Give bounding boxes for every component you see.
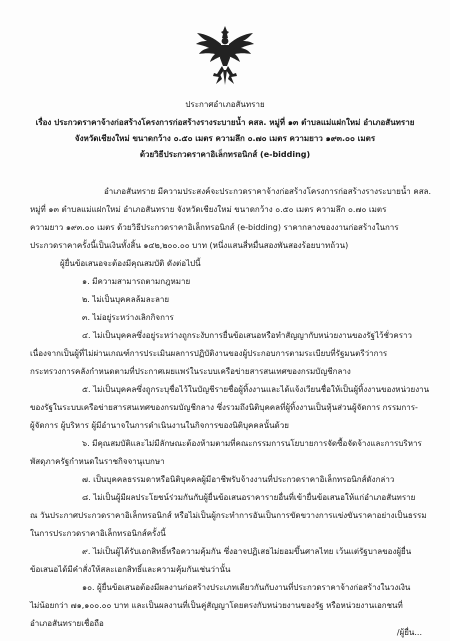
intro-line-3: ความยาว ๑๙๓.๐๐ เมตร ด้วยวิธีประกวดราคาอิเล็กทรอนิกส์ (e-bidding) ราคากลางของงานก่อสร้างในการ xyxy=(30,223,399,232)
criteria-item-cont: ณ วันประกาศประกวดราคาอิเล็กทรอนิกส์ หรือไม่เป็นผู้กระทำการอันเป็นการขัดขวางการแข่งขันราคาอย่างเป็นธรรม xyxy=(30,511,427,520)
criteria-item-cont: ผู้จัดการ ผู้บริหาร ผู้มีอำนาจในการดำเนินงานในกิจการของนิติบุคคลนั้นด้วย xyxy=(30,421,289,430)
criteria-item: ๕. ไม่เป็นบุคคลซึ่งถูกระบุชื่อไว้ในบัญชีรายชื่อผู้ทิ้งงานและได้แจ้งเวียนชื่อให้เป็นผู้ทิ้งงานของหน่วยงาน xyxy=(82,385,430,394)
criteria-item: ๑. มีความสามารถตามกฎหมาย xyxy=(82,277,191,286)
criteria-item: ๓. ไม่อยู่ระหว่างเลิกกิจการ xyxy=(82,313,174,322)
criteria-item: ๑๐. ผู้ยื่นข้อเสนอต้องมีผลงานก่อสร้างประเภทเดียวกันกับงานที่ประกวดราคาจ้างก่อสร้างในวงเงิน xyxy=(82,583,411,592)
continuation-marker: /ผู้ยื่น... xyxy=(396,628,422,637)
subject-line-3: ด้วยวิธีประกวดราคาอิเล็กทรอนิกส์ (e-bidding) xyxy=(139,150,311,159)
criteria-item-cont: ในการประกวดราคาอิเล็กทรอนิกส์ครั้งนี้ xyxy=(30,529,166,538)
issuer-title: ประกาศอำเภอสันทราย xyxy=(185,100,265,109)
criteria-item: ๖. มีคุณสมบัติและไม่มีลักษณะต้องห้ามตามที่คณะกรรมการนโยบายการจัดซื้อจัดจ้างและการบริหาร xyxy=(82,439,422,448)
criteria-item-cont: ไม่น้อยกว่า ๗๑,๑๐๐.๐๐ บาท และเป็นผลงานที่เป็นคู่สัญญาโดยตรงกับหน่วยงานของรัฐ หรือหน่วยงานเอกชนที่ xyxy=(30,601,403,610)
criteria-item-cont: กระทรวงการคลังกำหนดตามที่ประกาศเผยแพร่ในระบบเครือข่ายสารสนเทศของกรมบัญชีกลาง xyxy=(30,367,351,376)
criteria-item-cont: ข้อเสนอได้มีคำสั่งให้สละเอกสิทธิ์และความคุ้มกันเช่นว่านั้น xyxy=(30,565,231,574)
subject-line-2: จังหวัดเชียงใหม่ ขนาดกว้าง ๐.๕๐ เมตร ความลึก ๐.๗๐ เมตร ความยาว ๑๙๓.๐๐ เมตร xyxy=(74,134,376,143)
criteria-item: ๗. เป็นบุคคลธรรมดาหรือนิติบุคคลผู้มีอาชีพรับจ้างงานที่ประกวดราคาอิเล็กทรอนิกส์ดังกล่าว xyxy=(82,475,395,484)
intro-line-4: ประกวดราคาครั้งนี้เป็นเงินทั้งสิ้น ๑๔๒,๒๐๐.๐๐ บาท (หนึ่งแสนสี่หมื่นสองพันสองร้อยบาทถ้วน) xyxy=(30,241,349,250)
criteria-intro: ผู้ยื่นข้อเสนอจะต้องมีคุณสมบัติ ดังต่อไปนี้ xyxy=(60,259,201,268)
criteria-item: ๘. ไม่เป็นผู้มีผลประโยชน์ร่วมกันกับผู้ยื่นข้อเสนอราคารายอื่นที่เข้ายื่นข้อเสนอให้แก่อำเภอสันทราย xyxy=(82,493,416,502)
criteria-item-cont: พัสดุภาครัฐกำหนดในราชกิจจานุเบกษา xyxy=(30,457,165,466)
criteria-item: ๔. ไม่เป็นบุคคลซึ่งอยู่ระหว่างถูกระงับการยื่นข้อเสนอหรือทำสัญญากับหน่วยงานของรัฐไว้ชั่วคราว xyxy=(82,331,413,340)
subject-line-1: เรื่อง ประกวดราคาจ้างก่อสร้างโครงการก่อสร้างรางระบายน้ำ คสล. หมู่ที่ ๑๓ ตำบลแม่แฝกใหม่ อำเภอสันทราย xyxy=(35,118,415,127)
criteria-item: ๒. ไม่เป็นบุคคลล้มละลาย xyxy=(82,295,170,304)
criteria-item-cont: ของรัฐในระบบเครือข่ายสารสนเทศของกรมบัญชีกลาง ซึ่งรวมถึงนิติบุคคลที่ผู้ทิ้งงานเป็นหุ้นส่วนผู้จัดการ กรรมการ- xyxy=(30,403,418,412)
intro-line-2: หมู่ที่ ๑๓ ตำบลแม่แฝกใหม่ อำเภอสันทราย จังหวัดเชียงใหม่ ขนาดกว้าง ๐.๕๐ เมตร ความลึก ๐.๗๐ เมตร xyxy=(30,205,387,214)
criteria-item: ๙. ไม่เป็นผู้ได้รับเอกสิทธิ์หรือความคุ้มกัน ซึ่งอาจปฏิเสธไม่ยอมขึ้นศาลไทย เว้นแต่รัฐบาลของผู้ยื่น xyxy=(82,547,412,556)
garuda-emblem-icon xyxy=(194,24,256,88)
criteria-item-cont: เนื่องจากเป็นผู้ที่ไม่ผ่านเกณฑ์การประเมินผลการปฏิบัติงานของผู้ประกอบการตามระเบียบที่รัฐมนตรีว่าการ xyxy=(30,349,388,358)
intro-line-1: อำเภอสันทราย มีความประสงค์จะประกวดราคาจ้างก่อสร้างโครงการก่อสร้างรางระบายน้ำ คสล. xyxy=(104,187,432,196)
criteria-item-cont: อำเภอสันทรายเชื่อถือ xyxy=(30,619,104,628)
